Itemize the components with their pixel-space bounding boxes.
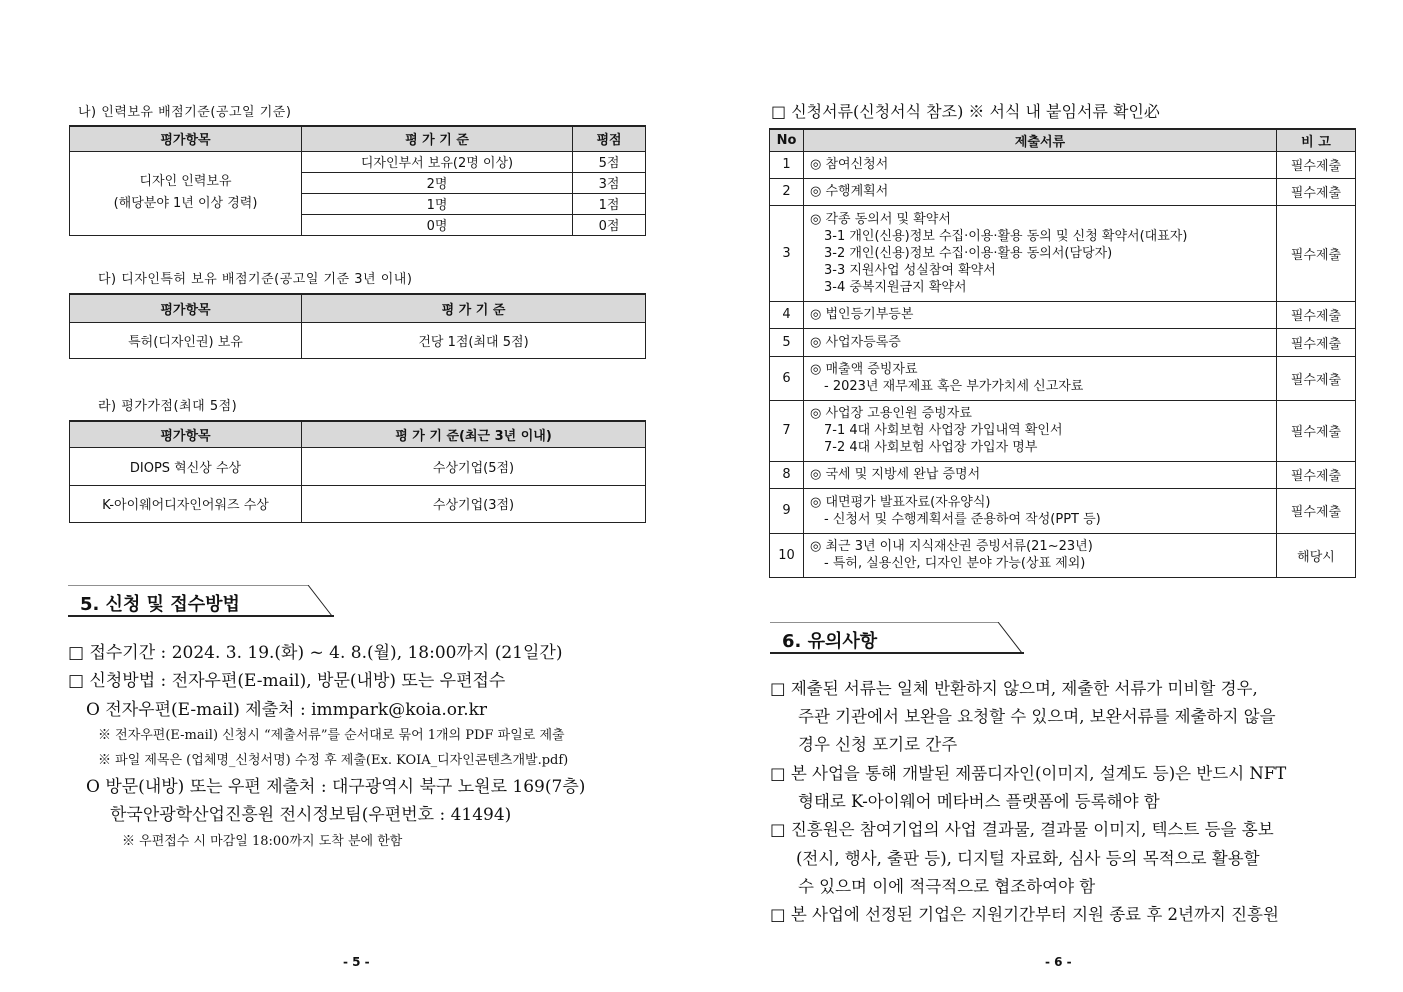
row-no: 9 xyxy=(770,488,804,533)
table-ra-caption: 라) 평가가점(최대 5점) xyxy=(98,399,238,414)
page-number-left: - 5 - xyxy=(343,955,370,969)
doc-line: ◎ 매출액 증빙자료 xyxy=(810,362,918,377)
row-docs xyxy=(804,178,1277,205)
note-email: ※ 전자우편(E-mail) 신청시 “제출서류”를 순서대로 묶어 1개의 PDF 파일로 제출 xyxy=(98,728,565,743)
doc-line: ◎ 수행계획서 xyxy=(810,184,889,199)
table-cell: 수상기업(3점) xyxy=(302,485,646,522)
row-docs xyxy=(804,356,1277,400)
table-cell: 1점 xyxy=(573,193,646,214)
header-score: 평점 xyxy=(573,126,646,151)
table-cell: 1명 xyxy=(302,193,573,214)
notice-line: (전시, 행사, 출판 등), 디지털 자료화, 심사 등의 목적으로 활용할 xyxy=(796,849,1260,868)
header-no: No xyxy=(770,129,804,151)
apply-method: □ 신청방법 : 전자우편(E-mail), 방문(내방) 또는 우편접수 xyxy=(68,671,506,691)
row-note: 필수제출 xyxy=(1277,488,1356,533)
notice-line: □ 제출된 서류는 일체 반환하지 않으며, 제출한 서류가 미비할 경우, xyxy=(770,679,1258,698)
notice-line: 수 있으며 이에 적극적으로 협조하여야 함 xyxy=(798,877,1096,896)
row-docs xyxy=(804,301,1277,328)
row-note: 필수제출 xyxy=(1277,205,1356,301)
row-no: 3 xyxy=(770,205,804,301)
row-note: 필수제출 xyxy=(1277,301,1356,328)
table-cell: 건당 1점(최대 5점) xyxy=(302,322,646,358)
doc-line: ◎ 법인등기부등본 xyxy=(810,307,914,322)
doc-line: 3-3 지원사업 성실참여 확약서 xyxy=(824,262,996,278)
row-note: 해당시 xyxy=(1277,533,1356,577)
row-docs xyxy=(804,533,1277,577)
notice-line: □ 진흥원은 참여기업의 사업 결과물, 결과물 이미지, 텍스트 등을 홍보 xyxy=(770,820,1274,839)
table-cell: 0점 xyxy=(573,214,646,235)
row-note: 필수제출 xyxy=(1277,328,1356,356)
row-note: 필수제출 xyxy=(1277,461,1356,488)
apply-period: □ 접수기간 : 2024. 3. 19.(화) ~ 4. 8.(월), 18:00까지 (21일간) xyxy=(68,643,563,663)
notice-line: □ 본 사업에 선정된 기업은 지원기간부터 지원 종료 후 2년까지 진흥원 xyxy=(770,905,1279,924)
doc-line: - 2023년 재무제표 혹은 부가가치세 신고자료 xyxy=(824,379,1084,394)
doc-line: 3-1 개인(신용)정보 수집·이용·활용 동의 및 신청 확약서(대표자) xyxy=(824,228,1188,244)
row-no: 7 xyxy=(770,400,804,461)
row-no: 6 xyxy=(770,356,804,400)
row-no: 1 xyxy=(770,151,804,178)
row-no: 4 xyxy=(770,301,804,328)
visit-address: 한국안광학산업진흥원 전시정보팀(우편번호 : 41494) xyxy=(110,805,512,825)
row-note: 필수제출 xyxy=(1277,178,1356,205)
doc-line: ◎ 대면평가 발표자료(자유양식) xyxy=(810,494,991,510)
visit-submit: O 방문(내방) 또는 우편 제출처 : 대구광역시 북구 노원로 169(7층) xyxy=(86,777,586,797)
table-cell: 디자인부서 보유(2명 이상) xyxy=(302,151,573,172)
doc-line: 7-1 4대 사회보험 사업장 가입내역 확인서 xyxy=(824,423,1063,438)
row-no: 10 xyxy=(770,533,804,577)
staff-item-line1: 디자인 인력보유 xyxy=(139,174,232,189)
row-docs xyxy=(804,328,1277,356)
header-item: 평가항목 xyxy=(70,421,302,447)
table-cell: K-아이웨어디자인어워즈 수상 xyxy=(70,485,302,522)
row-note: 필수제출 xyxy=(1277,356,1356,400)
staff-item-line2: (해당분야 1년 이상 경력) xyxy=(113,196,258,211)
table-cell: 2명 xyxy=(302,172,573,193)
note-postal: ※ 우편접수 시 마감일 18:00까지 도착 분에 한함 xyxy=(122,834,403,849)
docs-caption: □ 신청서류(신청서식 참조) ※ 서식 내 붙임서류 확인必 xyxy=(771,102,1160,121)
table-cell: 0명 xyxy=(302,214,573,235)
doc-line: - 특허, 실용신안, 디자인 분야 가능(상표 제외) xyxy=(824,556,1086,571)
doc-line: ◎ 국세 및 지방세 완납 증명서 xyxy=(810,467,981,482)
table-da-caption: 다) 디자인특허 보유 배점기준(공고일 기준 3년 이내) xyxy=(98,272,413,287)
row-no: 8 xyxy=(770,461,804,488)
staff-item-cell xyxy=(70,151,302,235)
notice-line: 주관 기관에서 보완을 요청할 수 있으며, 보완서류를 제출하지 않을 xyxy=(798,707,1276,726)
table-cell: 5점 xyxy=(573,151,646,172)
notice-line: 형태로 K-아이웨어 메타버스 플랫폼에 등록해야 함 xyxy=(798,792,1160,811)
doc-line: 3-4 중복지원금지 확약서 xyxy=(824,279,967,295)
doc-line: 7-2 4대 사회보험 사업장 가입자 명부 xyxy=(824,440,1038,455)
row-no: 2 xyxy=(770,178,804,205)
doc-line: ◎ 최근 3년 이내 지식재산권 증빙서류(21~23년) xyxy=(810,539,1093,554)
note-filename: ※ 파일 제목은 (업체명_신청서명) 수정 후 제출(Ex. KOIA_디자인콘텐츠개발.pdf) xyxy=(98,753,569,768)
header-note: 비 고 xyxy=(1277,129,1356,151)
table-cell: 3점 xyxy=(573,172,646,193)
table-cell: 특허(디자인권) 보유 xyxy=(70,322,302,358)
row-note: 필수제출 xyxy=(1277,151,1356,178)
table-cell: 수상기업(5점) xyxy=(302,447,646,485)
row-docs xyxy=(804,205,1277,301)
row-note: 필수제출 xyxy=(1277,400,1356,461)
notice-line: □ 본 사업을 통해 개발된 제품디자인(이미지, 설계도 등)은 반드시 NFT xyxy=(770,764,1287,783)
header-criteria: 평 가 기 준(최근 3년 이내) xyxy=(302,421,646,447)
doc-line: ◎ 각종 동의서 및 확약서 xyxy=(810,211,951,227)
bonus-score-table xyxy=(69,420,646,523)
patent-score-table xyxy=(69,293,646,359)
staff-score-table xyxy=(69,125,646,236)
header-criteria: 평 가 기 준 xyxy=(302,126,573,151)
doc-line: ◎ 사업장 고용인원 증빙자료 xyxy=(810,406,972,421)
row-no: 5 xyxy=(770,328,804,356)
header-docs: 제출서류 xyxy=(804,129,1277,151)
row-docs xyxy=(804,488,1277,533)
header-item: 평가항목 xyxy=(70,126,302,151)
header-criteria: 평 가 기 준 xyxy=(302,294,646,322)
table-cell: DIOPS 혁신상 수상 xyxy=(70,447,302,485)
header-item: 평가항목 xyxy=(70,294,302,322)
row-docs xyxy=(804,151,1277,178)
email-submit: O 전자우편(E-mail) 제출처 : immpark@koia.or.kr xyxy=(86,700,488,720)
row-docs xyxy=(804,400,1277,461)
doc-line: ◎ 사업자등록증 xyxy=(810,334,901,350)
row-docs xyxy=(804,461,1277,488)
page-number-right: - 6 - xyxy=(1045,955,1072,969)
doc-line: - 신청서 및 수행계획서를 준용하여 작성(PPT 등) xyxy=(824,511,1101,527)
notice-line: 경우 신청 포기로 간주 xyxy=(798,735,958,754)
doc-line: ◎ 참여신청서 xyxy=(810,157,889,172)
section6-title: 6. 유의사항 xyxy=(782,631,878,652)
section5-title: 5. 신청 및 접수방법 xyxy=(80,594,240,615)
submission-docs-table xyxy=(769,128,1356,578)
table-na-caption: 나) 인력보유 배점기준(공고일 기준) xyxy=(78,105,292,120)
doc-line: 3-2 개인(신용)정보 수집·이용·활용 동의서(담당자) xyxy=(824,245,1113,261)
